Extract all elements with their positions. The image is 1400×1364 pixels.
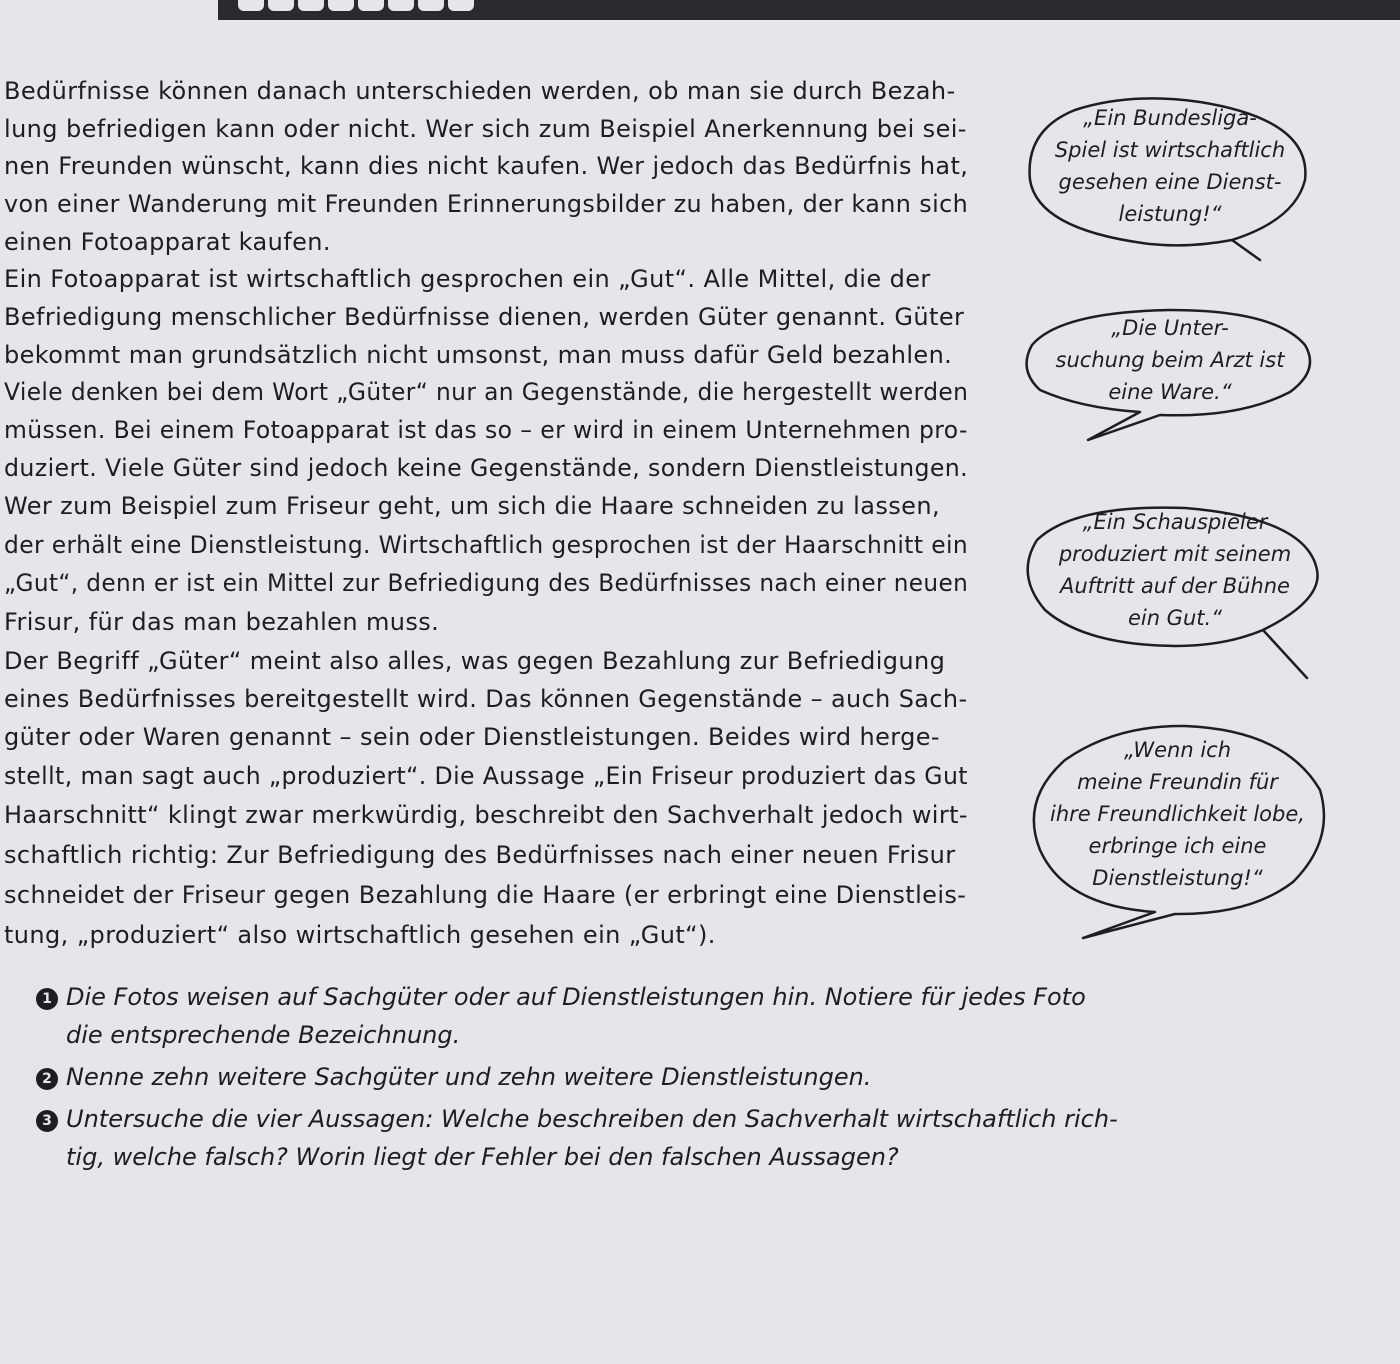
body-line: von einer Wanderung mit Freunden Erinnerungsbilder zu haben, der kann sich xyxy=(4,190,969,218)
task-text: Untersuche die vier Aussagen: Welche beschreiben den Sachverhalt wirtschaftlich rich- xyxy=(66,1105,1118,1133)
speech-bubble xyxy=(1025,500,1325,685)
body-line: „Gut“, denn er ist ein Mittel zur Befriedigung des Bedürfnisses nach einer neuen xyxy=(4,569,969,597)
body-line: güter oder Waren genannt – sein oder Dienstleistungen. Beides wird herge- xyxy=(4,723,940,751)
bar-notch xyxy=(418,0,444,11)
body-line: Bedürfnisse können danach unterschieden werden, ob man sie durch Bezah- xyxy=(4,77,956,105)
task-number-badge: 3 xyxy=(36,1110,58,1132)
speech-bubble-text: „Ein Bundesliga- Spiel ist wirtschaftlich gesehen eine Dienst- leistung!“ xyxy=(1054,106,1286,226)
body-line: nen Freunden wünscht, kann dies nicht kaufen. Wer jedoch das Bedürfnis hat, xyxy=(4,152,969,180)
top-decorative-bar xyxy=(218,0,1400,20)
task-number-badge: 2 xyxy=(36,1068,58,1090)
body-line: müssen. Bei einem Fotoapparat ist das so – er wird in einem Unternehmen pro- xyxy=(4,416,968,444)
bar-notch xyxy=(298,0,324,11)
task-item xyxy=(36,978,1086,1054)
body-line: Wer zum Beispiel zum Friseur geht, um sich die Haare schneiden zu lassen, xyxy=(4,492,940,520)
speech-bubble-text: „Ein Schauspieler produziert mit seinem Auftritt auf der Bühne ein Gut.“ xyxy=(1058,510,1292,630)
body-line: Der Begriff „Güter“ meint also alles, was gegen Bezahlung zur Befriedigung xyxy=(4,647,946,675)
body-line: bekommt man grundsätzlich nicht umsonst, man muss dafür Geld bezahlen. xyxy=(4,341,953,369)
body-line: Frisur, für das man bezahlen muss. xyxy=(4,608,440,636)
body-line: eines Bedürfnisses bereitgestellt wird. Das können Gegenstände – auch Sach- xyxy=(4,685,968,713)
speech-bubble xyxy=(1020,80,1320,270)
task-item xyxy=(36,1058,871,1096)
body-line: schneidet der Friseur gegen Bezahlung die Haare (er erbringt eine Dienstleis- xyxy=(4,881,967,909)
task-text: Nenne zehn weitere Sachgüter und zehn weitere Dienstleistungen. xyxy=(66,1063,872,1091)
speech-bubble-text: „Die Unter- suchung beim Arzt ist eine Ware.“ xyxy=(1055,316,1285,404)
bar-notch xyxy=(358,0,384,11)
body-line: tung, „produziert“ also wirtschaftlich gesehen ein „Gut“). xyxy=(4,921,716,949)
bar-notch xyxy=(388,0,414,11)
body-line: lung befriedigen kann oder nicht. Wer sich zum Beispiel Anerkennung bei sei- xyxy=(4,115,967,143)
body-line: der erhält eine Dienstleistung. Wirtschaftlich gesprochen ist der Haarschnitt ein xyxy=(4,531,969,559)
task-text-continued: die entsprechende Bezeichnung. xyxy=(66,1021,461,1049)
bar-notch xyxy=(238,0,264,11)
body-line: schaftlich richtig: Zur Befriedigung des Bedürfnisses nach einer neuen Frisur xyxy=(4,841,956,869)
task-number-badge: 1 xyxy=(36,988,58,1010)
task-text-continued: tig, welche falsch? Worin liegt der Fehler bei den falschen Aussagen? xyxy=(66,1143,899,1171)
body-line: Haarschnitt“ klingt zwar merkwürdig, beschreibt den Sachverhalt jedoch wirt- xyxy=(4,801,968,829)
speech-bubble xyxy=(1020,300,1320,450)
body-line: einen Fotoapparat kaufen. xyxy=(4,228,331,256)
body-line: Befriedigung menschlicher Bedürfnisse dienen, werden Güter genannt. Güter xyxy=(4,303,965,331)
task-text: Die Fotos weisen auf Sachgüter oder auf Dienstleistungen hin. Notiere für jedes Foto xyxy=(66,983,1086,1011)
body-line: stellt, man sagt auch „produziert“. Die Aussage „Ein Friseur produziert das Gut xyxy=(4,762,968,790)
speech-bubble xyxy=(1025,720,1330,945)
body-line: Viele denken bei dem Wort „Güter“ nur an Gegenstände, die hergestellt werden xyxy=(4,378,969,406)
body-line: duziert. Viele Güter sind jedoch keine Gegenstände, sondern Dienstleistungen. xyxy=(4,454,969,482)
body-line: Ein Fotoapparat ist wirtschaftlich gesprochen ein „Gut“. Alle Mittel, die der xyxy=(4,265,931,293)
bar-notch xyxy=(448,0,474,11)
task-item xyxy=(36,1100,1118,1176)
bar-notch xyxy=(268,0,294,11)
speech-bubble-text: „Wenn ich meine Freundin für ihre Freundlichkeit lobe, erbringe ich eine Dienstleistung!“ xyxy=(1050,738,1305,890)
bar-notch xyxy=(328,0,354,11)
